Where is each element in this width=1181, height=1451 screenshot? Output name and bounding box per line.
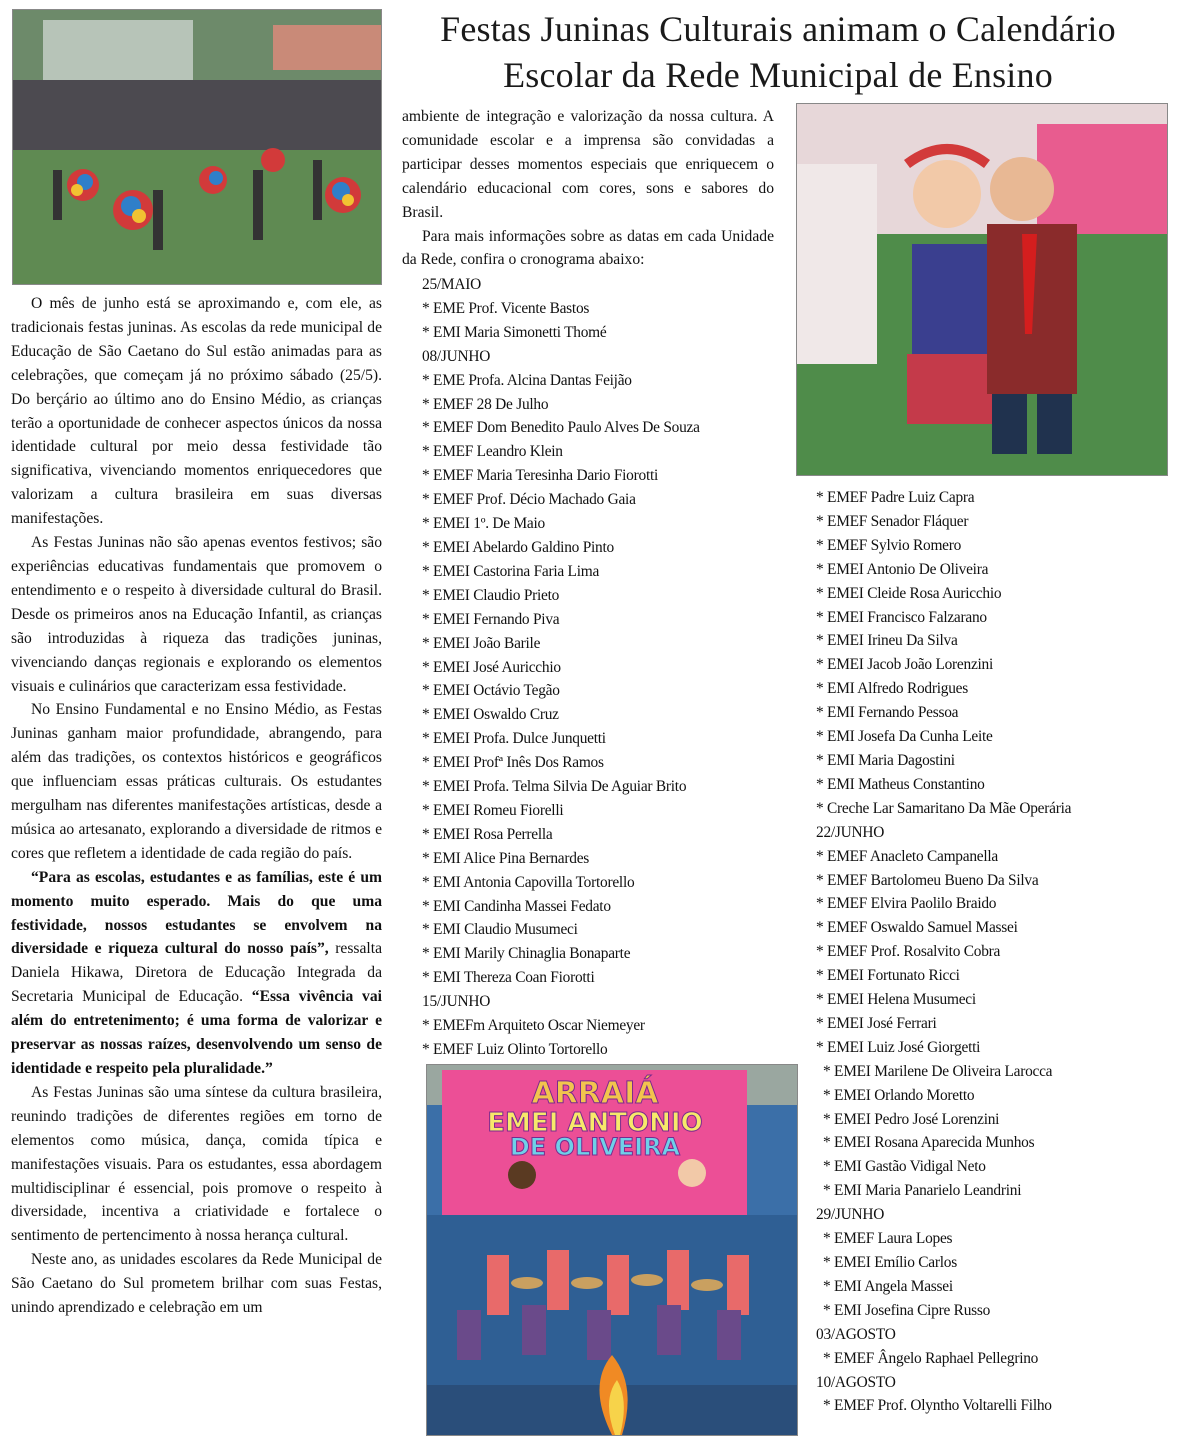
schedule-school: * EMEI Claudio Prieto xyxy=(422,586,560,604)
schedule-school: * EMI Maria Panarielo Leandrini xyxy=(823,1182,1022,1200)
schedule-date: 15/JUNHO xyxy=(422,993,491,1011)
schedule-list-2 xyxy=(402,273,792,1062)
column-2-text xyxy=(402,105,774,272)
schedule-school: * EMEI Cleide Rosa Auricchio xyxy=(816,584,1002,602)
schedule-school: * EMEI Abelardo Galdino Pinto xyxy=(422,538,614,556)
schedule-school: * EMEI Antonio De Oliveira xyxy=(816,560,989,578)
schedule-school: * EMEF Maria Teresinha Dario Fiorotti xyxy=(422,467,659,485)
article-title-line-1: Festas Juninas Culturais animam o Calendário xyxy=(440,9,1116,49)
photo-children-dancing-image xyxy=(13,10,381,284)
banner-line-2: EMEI ANTONIO xyxy=(487,1108,703,1138)
schedule-school: * EMEF Padre Luiz Capra xyxy=(816,489,975,506)
photo-two-children-image xyxy=(797,104,1167,475)
column-1 xyxy=(11,292,382,1320)
schedule-school: * EMEI Francisco Falzarano xyxy=(816,608,987,626)
schedule-school: * EMEI Castorina Faria Lima xyxy=(422,562,600,580)
schedule-school: * EMEI Profª Inês Dos Ramos xyxy=(422,754,604,772)
schedule-date: 03/AGOSTO xyxy=(816,1325,896,1343)
schedule-school: * EMI Angela Massei xyxy=(823,1277,953,1295)
column-2-paragraph-2: Para mais informações sobre as datas em cada Unidade da Rede, confira o cronograma abaixo: xyxy=(402,227,774,269)
schedule-date: 10/AGOSTO xyxy=(816,1373,896,1391)
schedule-school: * EMEF Ângelo Raphael Pellegrino xyxy=(823,1349,1039,1367)
schedule-school: * EMI Maria Dagostini xyxy=(816,751,955,769)
schedule-school: * EMI Fernando Pessoa xyxy=(816,704,959,722)
schedule-school: * EMEI José Ferrari xyxy=(816,1014,937,1032)
schedule-school: * Creche Lar Samaritano Da Mãe Operária xyxy=(816,799,1072,817)
schedule-date: 25/MAIO xyxy=(422,276,481,293)
schedule-school: * EMEF Leandro Klein xyxy=(422,443,563,461)
schedule-school: * EMI Maria Simonetti Thomé xyxy=(422,323,607,341)
schedule-school: * EMI Antonia Capovilla Tortorello xyxy=(422,873,635,891)
paragraph-5: As Festas Juninas são uma síntese da cultura brasileira, reunindo tradições de diferentes regiões em torno de elementos como música, dança, comida típica e manifestações visuais. Para os estudantes, essa abordagem multidisciplinar é essencial, pois promove o respeito à diversidade, incentiva a criatividade e fortalece o sentimento de pertencimento à nossa herança cultural. xyxy=(11,1083,382,1245)
column-2-paragraph-1: ambiente de integração e valorização da nossa cultura. A comunidade escolar e a imprensa são convidadas a participar desses momentos especiais que enriquecem o calendário educacional com cores, sons e sabores do Brasil. xyxy=(402,108,774,221)
schedule-school: * EMEI Profa. Telma Silvia De Aguiar Brito xyxy=(422,778,687,796)
quote-attribution: ressalta Daniela Hikawa, Diretora de Educação Integrada da Secretaria Municipal de Educação. xyxy=(11,940,382,1006)
schedule-school: * EMI Claudio Musumeci xyxy=(422,921,578,939)
banner-line-1: ARRAIÁ xyxy=(531,1076,659,1111)
schedule-school: * EMEF Elvira Paolilo Braido xyxy=(816,895,997,913)
photo-two-children xyxy=(796,103,1168,476)
schedule-school: * EMEI Helena Musumeci xyxy=(816,991,976,1009)
schedule-school: * EMI Josefa Da Cunha Leite xyxy=(816,728,993,746)
schedule-school: * EMEF 28 De Julho xyxy=(422,395,549,413)
schedule-school: * EME Profa. Alcina Dantas Feijão xyxy=(422,371,632,389)
schedule-school: * EMEI Oswaldo Cruz xyxy=(422,706,559,724)
schedule-school: * EMEF Luiz Olinto Tortorello xyxy=(422,1041,608,1058)
photo-arraia-group-image xyxy=(427,1065,797,1435)
schedule-school: * EMI Matheus Constantino xyxy=(816,775,985,793)
schedule-school: * EMEF Prof. Rosalvito Cobra xyxy=(816,943,1001,961)
schedule-school: * EMEFm Arquiteto Oscar Niemeyer xyxy=(422,1017,645,1035)
schedule-school: * EMEI Fernando Piva xyxy=(422,610,560,628)
schedule-school: * EMEF Anacleto Campanella xyxy=(816,847,998,865)
schedule-school: * EMEF Bartolomeu Bueno Da Silva xyxy=(816,871,1039,889)
schedule-school: * EMI Candinha Massei Fedato xyxy=(422,897,611,915)
paragraph-2: As Festas Juninas não são apenas eventos festivos; são experiências educativas fundamentais que promovem o entendimento e o respeito à diversidade cultural do Brasil. Desde os primeiros anos na Educação Infantil, as crianças são introduzidas à riqueza das tradições juninas, vivenciando danças regionais e explorando os elementos visuais e culinários que caracterizam essa festividade. xyxy=(11,534,382,695)
schedule-school: * EMEI Octávio Tegão xyxy=(422,682,560,700)
schedule-school: * EMI Alice Pina Bernardes xyxy=(422,849,590,867)
schedule-school: * EMEI 1º. De Maio xyxy=(422,515,545,533)
photo-children-dancing xyxy=(12,9,382,285)
schedule-school: * EMEI Romeu Fiorelli xyxy=(422,801,564,819)
schedule-school: * EMI Josefina Cipre Russo xyxy=(823,1301,991,1319)
schedule-school: * EMEI Rosana Aparecida Munhos xyxy=(823,1134,1035,1152)
schedule-date: 08/JUNHO xyxy=(422,347,491,365)
schedule-school: * EMEI Luiz José Giorgetti xyxy=(816,1038,981,1056)
schedule-list-column-2 xyxy=(402,273,792,1062)
schedule-school: * EMEI Profa. Dulce Junquetti xyxy=(422,730,606,748)
schedule-school: * EMEI Rosa Perrella xyxy=(422,825,553,843)
schedule-list-column-3 xyxy=(816,486,1176,1418)
paragraph-quote xyxy=(11,866,382,1081)
schedule-school: * EMI Gastão Vidigal Neto xyxy=(823,1158,986,1176)
paragraph-6: Neste ano, as unidades escolares da Rede Municipal de São Caetano do Sul prometem brilhar com suas Festas, unindo aprendizado e celebração em um xyxy=(11,1251,382,1317)
schedule-school: * EMEI Marilene De Oliveira Larocca xyxy=(823,1062,1053,1080)
schedule-school: * EMI Marily Chinaglia Bonaparte xyxy=(422,945,631,963)
schedule-school: * EMEI Orlando Moretto xyxy=(823,1086,975,1104)
quote-1: “Para as escolas, estudantes e as famílias, este é um momento muito esperado. Mais do que uma festividade, nossos estudantes se envolvem na diversidade e riqueza cultural do nosso país”, xyxy=(11,868,382,958)
schedule-school: * EMEF Dom Benedito Paulo Alves De Souza xyxy=(422,419,700,437)
schedule-school: * EMI Thereza Coan Fiorotti xyxy=(422,969,595,987)
schedule-school: * EMEI José Auricchio xyxy=(422,658,561,676)
schedule-school: * EMEF Laura Lopes xyxy=(823,1230,953,1248)
paragraph-3: No Ensino Fundamental e no Ensino Médio, as Festas Juninas ganham maior profundidade, abrangendo, para além das tradições, os contextos históricos e geográficos que influenciam essas práticas culturais. Os estudantes mergulham nas diferentes manifestações artísticas, desde a música ao artesanato, explorando a diversidade de ritmos e cores que refletem a identidade de cada região do país. xyxy=(11,701,382,862)
paragraph-1: O mês de junho está se aproximando e, com ele, as tradicionais festas juninas. As escolas da rede municipal de Educação de São Caetano do Sul estão animadas para as celebrações, que começam já no próximo sábado (25/5). Do berçário ao último ano do Ensino Médio, as crianças terão a oportunidade de conhecer aspectos únicos da nossa identidade cultural por meio dessa festividade tão significativa, vivenciando momentos enriquecedores que valorizam a cultura brasileira em suas diversas manifestações. xyxy=(11,295,382,528)
schedule-date: 22/JUNHO xyxy=(816,823,885,841)
schedule-school: * EMEI Fortunato Ricci xyxy=(816,967,960,985)
schedule-school: * EMEI Emílio Carlos xyxy=(823,1254,957,1271)
schedule-school: * EMI Alfredo Rodrigues xyxy=(816,680,968,698)
schedule-school: * EMEF Prof. Olyntho Voltarelli Filho xyxy=(823,1397,1052,1415)
quote-2: “Essa vivência vai além do entretenimento; é uma forma de valorizar e preservar as nossas raízes, desenvolvendo um senso de identidade e respeito pela pluralidade.” xyxy=(11,988,382,1077)
schedule-school: * EMEI João Barile xyxy=(422,634,541,652)
schedule-date: 29/JUNHO xyxy=(816,1206,885,1224)
schedule-school: * EMEF Sylvio Romero xyxy=(816,536,962,554)
schedule-school: * EMEF Senador Fláquer xyxy=(816,512,969,530)
article-title xyxy=(388,6,1168,98)
schedule-school: * EMEI Pedro José Lorenzini xyxy=(823,1110,1000,1128)
schedule-school: * EME Prof. Vicente Bastos xyxy=(422,299,590,317)
schedule-school: * EMEI Irineu Da Silva xyxy=(816,632,958,650)
schedule-list-3 xyxy=(816,486,1176,1418)
article-title-line-2: Escolar da Rede Municipal de Ensino xyxy=(503,55,1053,95)
schedule-school: * EMEI Jacob João Lorenzini xyxy=(816,656,994,674)
photo-arraia-group xyxy=(426,1064,798,1436)
schedule-school: * EMEF Oswaldo Samuel Massei xyxy=(816,919,1018,937)
schedule-school: * EMEF Prof. Décio Machado Gaia xyxy=(422,491,636,509)
banner-line-3: DE OLIVEIRA xyxy=(509,1133,681,1161)
